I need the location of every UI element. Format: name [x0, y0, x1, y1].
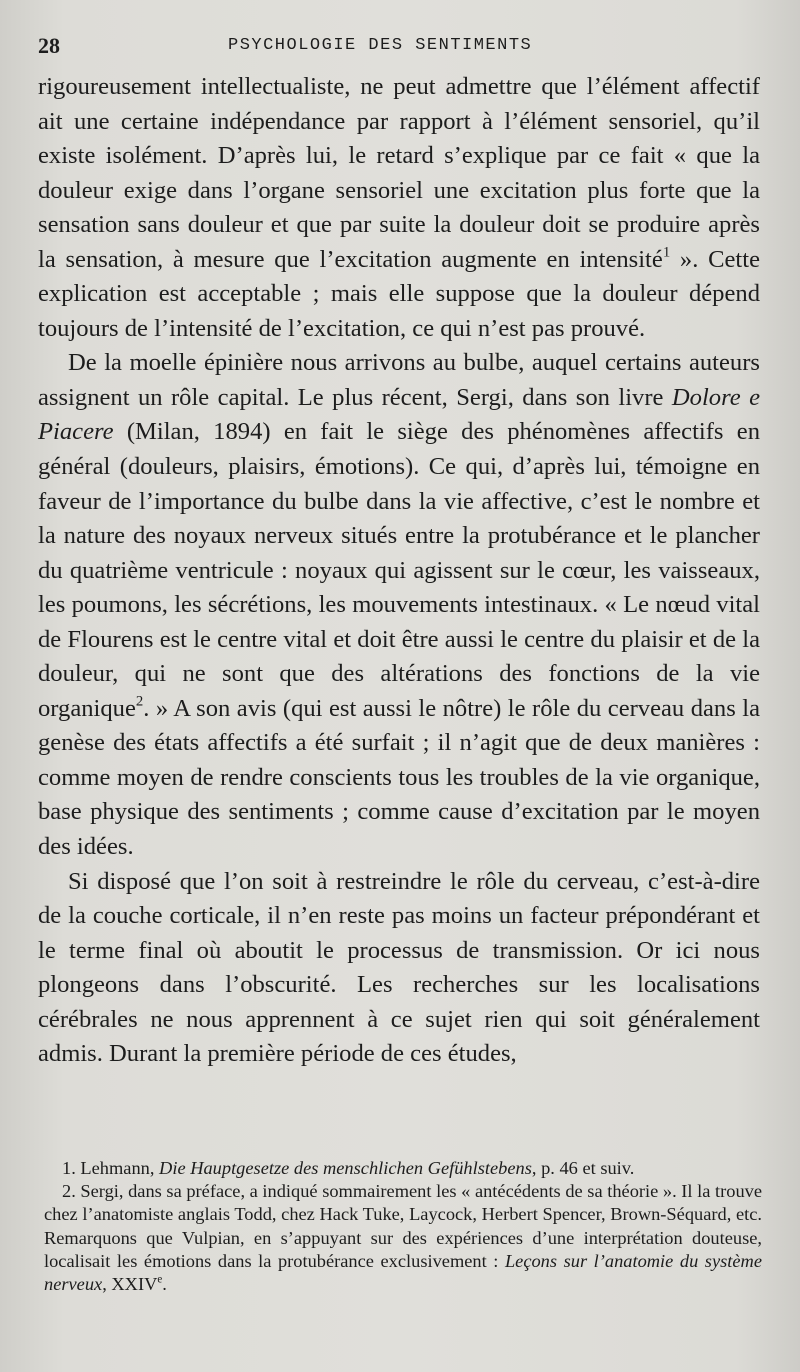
paragraph-2-before: De la moelle épinière nous arrivons au bulbe, auquel certains auteurs assignent un rôle capital. Le plus récent, Sergi, dans son livre: [38, 349, 760, 411]
running-title: PSYCHOLOGIE DES SENTIMENTS: [228, 36, 533, 55]
paragraph-1-after: ». Cette explication est acceptable ; mais elle suppose que la douleur dépend toujours de l’intensité de l’excitation, ce qui n’est pas prouvé.: [38, 245, 760, 342]
paragraph-1: [38, 70, 760, 346]
page-header: [38, 33, 762, 63]
footnote-ref-2: 2: [135, 693, 144, 710]
paragraph-2: [38, 346, 760, 864]
paragraph-3-text: Si disposé que l’on soit à restreindre le rôle du cerveau, c’est-à-dire de la couche corticale, il n’en reste pas moins un facteur prépondérant et le terme final où aboutit le processus de transmission. Or ici nous plongeons dans l’obscurité. Les recherches sur les localisations cérébrales ne nous apprennent à ce sujet rien qui soit généralement admis. Durant la première période de ces études,: [38, 867, 760, 1068]
footnote-2-end: .: [162, 1274, 167, 1295]
footnote-1: [44, 1157, 762, 1180]
footnotes: [44, 1157, 762, 1296]
footnote-1-title: Die Hauptgesetze des menschlichen Gefühlstebens: [159, 1158, 532, 1178]
page-number: 28: [38, 33, 60, 58]
body-text: [38, 70, 760, 1072]
footnote-2-before: 2. Sergi, dans sa préface, a indiqué sommairement les « antécédents de sa théorie ». Il la trouve chez l’anatomiste anglais Todd, chez Hack Tuke, Laycock, Herbert Spencer, Brown-Séquard, etc. Remarquons que Vulpian, en s’appuyant sur des expériences d’une interprétation douteuse, localisait les émotions dans la protubérance exclusivement :: [44, 1181, 762, 1271]
footnote-ref-1: 1: [662, 244, 671, 261]
paragraph-3: [38, 865, 760, 1072]
paragraph-2-mid: (Milan, 1894) en fait le siège des phénomènes affectifs en général (douleurs, plaisirs, émotions). Ce qui, d’après lui, témoigne en faveur de l’importance du bulbe dans la vie affective, c’est le nombre et la nature des noyaux nerveux situés entre la protubérance et le plancher du quatrième ventricule : noyaux qui agissent sur le cœur, les vaisseaux, les poumons, les sécrétions, les mouvements intestinaux. « Le nœud vital de Flourens est le centre vital et doit être aussi le centre du plaisir et de la douleur, qui ne sont que des altérations des fonctions de la vie organique: [38, 418, 760, 722]
paragraph-1-text: rigoureusement intellectualiste, ne peut admettre que l’élément affectif ait une certaine indépendance par rapport à l’élément sensoriel, qu’il existe isolément. D’après lui, le retard s’explique par ce fait « que la douleur exige dans l’organe sensoriel une excitation plus forte que la sensation sans douleur et que par suite la douleur doit se produire après la sensation, à mesure que l’excitation augmente en intensité: [38, 73, 760, 273]
paragraph-2-after: . » A son avis (qui est aussi le nôtre) le rôle du cerveau dans la genèse des états affectifs a été surfait ; il n’agit que de deux manières : comme moyen de rendre conscients tous les troubles de la vie organique, base physique des sentiments ; comme cause d’excitation par le moyen des idées.: [38, 694, 760, 861]
book-title-dolore: Dolore e Piacere: [38, 383, 760, 446]
footnote-2-sup: e: [157, 1273, 163, 1286]
footnote-2: [44, 1180, 762, 1296]
footnote-2-after: , XXIV: [102, 1274, 158, 1295]
footnote-2-title: Leçons sur l’anatomie du système nerveux: [44, 1250, 763, 1295]
footnote-1-after: , p. 46 et suiv.: [531, 1158, 635, 1178]
footnote-1-before: 1. Lehmann,: [62, 1158, 160, 1178]
